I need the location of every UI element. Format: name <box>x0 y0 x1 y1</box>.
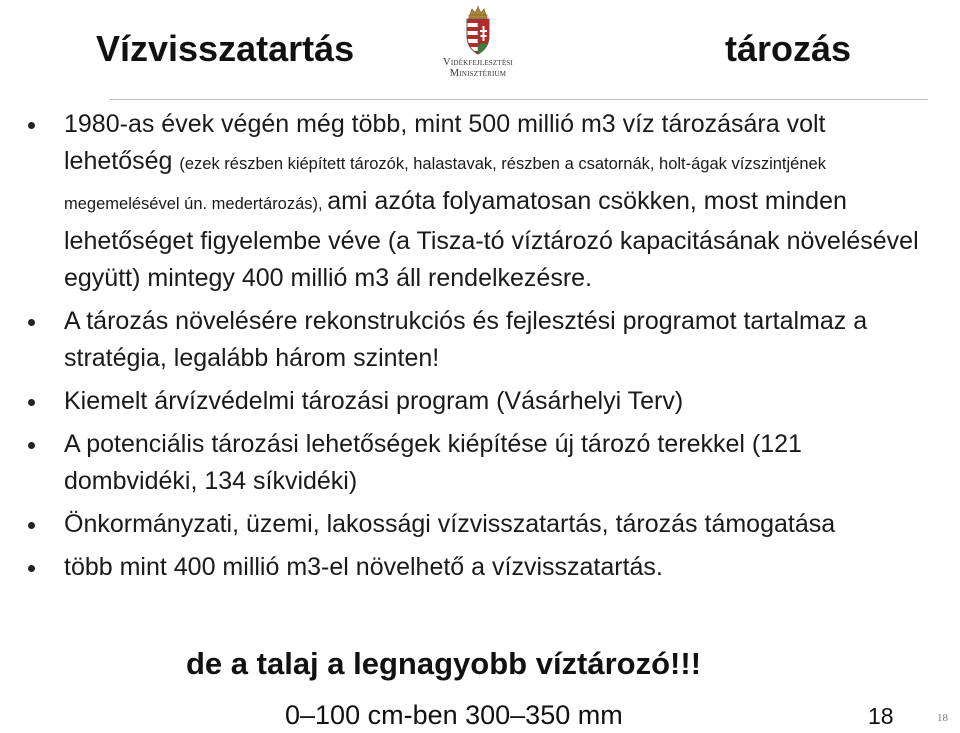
slide-number: 18 <box>868 703 894 729</box>
page-title-right: tározás <box>725 28 852 69</box>
bullet-dot-icon <box>28 565 35 572</box>
bullet-dot-icon <box>28 319 35 326</box>
bullet-text: több mint 400 millió m3-el növelhető a vízvisszatartás. <box>64 553 663 581</box>
bullet-text: A potenciális tározási lehetőségek kiépítése új tározó terekkel (121 dombvidéki, 134 síkvidéki) <box>64 430 802 495</box>
bullet-note-small: (ezek részben kiépített tározók, halastavak, részben a csatornák, holt-ágak vízszintjének megemelésével ún. medertározás), <box>64 155 826 213</box>
page-title-left: Vízvisszatartás <box>96 28 355 69</box>
bullet-item <box>28 383 933 420</box>
bullet-dot-icon <box>28 122 35 129</box>
bullet-list <box>28 106 933 592</box>
depth-note: 0–100 cm-ben 300–350 mm <box>285 700 623 730</box>
ministry-logo <box>428 6 528 79</box>
bullet-item <box>28 549 933 586</box>
bullet-item <box>28 303 933 377</box>
bullet-dot-icon <box>28 442 35 449</box>
logo-text-line2: Minisztérium <box>449 68 507 79</box>
bullet-item <box>28 426 933 500</box>
page-number: 18 <box>937 712 948 724</box>
bullet-text: A tározás növelésére rekonstrukciós és fejlesztési programot tartalmaz a stratégia, legalább három szinten! <box>64 307 868 372</box>
bullet-text: 1980-as évek végén még több, mint 500 millió m3 víz tározására volt lehetőség <box>64 110 826 175</box>
bullet-dot-icon <box>28 522 35 529</box>
bullet-text: Kiemelt árvízvédelmi tározási program (Vásárhelyi Terv) <box>64 387 684 415</box>
bullet-text-continued: ami azóta folyamatosan csökken, most minden lehetőséget figyelembe véve (a Tisza-tó víztározó kapacitásának növelésével együtt) mintegy 400 millió m3 áll rendelkezésre. <box>64 187 919 292</box>
bullet-item <box>28 506 933 543</box>
logo-text-line1: Vidékfejlesztési <box>443 57 513 68</box>
emphasis-statement: de a talaj a legnagyobb víztározó!!! <box>186 646 702 681</box>
bullet-text: Önkormányzati, üzemi, lakossági vízvisszatartás, tározás támogatása <box>64 510 836 538</box>
header-divider <box>110 99 928 100</box>
hungarian-coat-of-arms-icon <box>461 6 495 56</box>
bullet-dot-icon <box>28 399 35 406</box>
bullet-item <box>28 106 933 297</box>
